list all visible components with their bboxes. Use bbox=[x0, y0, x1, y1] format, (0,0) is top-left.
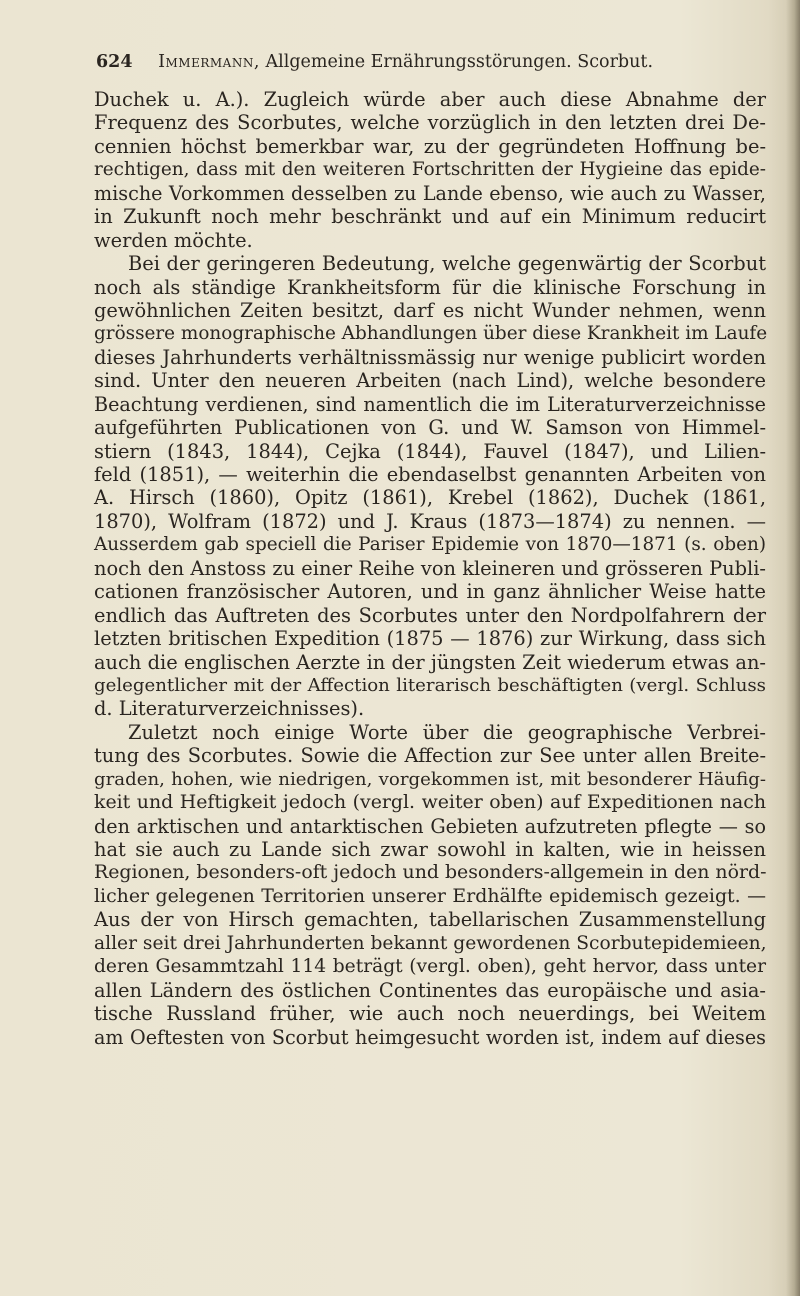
text-line: am Oeftesten von Scorbut heimgesucht worden ist, indem auf dieses bbox=[94, 1025, 766, 1049]
text-line: Duchek u. A.). Zugleich würde aber auch diese Abnahme der bbox=[94, 88, 766, 111]
text-line: sind. Unter den neueren Arbeiten (nach Lind), welche besondere bbox=[94, 369, 766, 393]
text-line: Aus der von Hirsch gemachten, tabellarischen Zusammenstellung bbox=[94, 908, 766, 932]
text-line: grössere monographische Abhandlungen über diese Krankheit im Laufe bbox=[94, 323, 768, 345]
text-line: gewöhnlichen Zeiten besitzt, darf es nicht Wunder nehmen, wenn bbox=[94, 298, 766, 322]
text-line: endlich das Auftreten des Scorbutes unter den Nordpolfahrern der bbox=[94, 603, 766, 627]
text-line: keit und Heftigkeit jedoch (vergl. weiter oben) auf Expeditionen nach bbox=[94, 791, 766, 814]
text-line: cationen französischer Autoren, und in ganz ähnlicher Weise hatte bbox=[94, 580, 766, 604]
body-text bbox=[94, 88, 766, 1049]
text-line: deren Gesammtzahl 114 beträgt (vergl. oben), geht hervor, dass unter bbox=[94, 956, 766, 978]
running-header bbox=[96, 48, 736, 76]
text-line: dieses Jahrhunderts verhältnissmässig nur wenige publicirt worden bbox=[94, 345, 766, 369]
text-line: Beachtung verdienen, sind namentlich die im Literaturverzeichnisse bbox=[94, 392, 766, 416]
text-line: hat sie auch zu Lande sich zwar sowohl in kalten, wie in heissen bbox=[94, 838, 766, 861]
text-line: Zuletzt noch einige Worte über die geographische Verbrei- bbox=[128, 720, 766, 744]
text-line: tische Russland früher, wie auch noch neuerdings, bei Weitem bbox=[94, 1002, 766, 1026]
text-line: den arktischen und antarktischen Gebieten aufzutreten pflegte — so bbox=[94, 814, 766, 838]
text-line: A. Hirsch (1860), Opitz (1861), Krebel (1862), Duchek (1861, bbox=[94, 486, 766, 510]
text-line: Regionen, besonders-oft jedoch und besonders-allgemein in den nörd- bbox=[94, 861, 767, 884]
text-line: 1870), Wolfram (1872) und J. Kraus (1873—1874) zu nennen. — bbox=[94, 509, 766, 533]
text-line: in Zukunft noch mehr beschränkt und auf ein Minimum reducirt bbox=[94, 205, 766, 229]
text-line: d. Literaturverzeichnisses). bbox=[94, 697, 365, 721]
text-line: rechtigen, dass mit den weiteren Fortschritten der Hygieine das epide- bbox=[94, 159, 766, 181]
text-line: noch den Anstoss zu einer Reihe von kleineren und grösseren Publi- bbox=[94, 556, 766, 580]
header-author: Immermann, bbox=[158, 52, 260, 72]
page-number: 624 bbox=[96, 52, 133, 72]
text-line: aller seit drei Jahrhunderten bekannt gewordenen Scorbutepidemieen, bbox=[94, 932, 767, 954]
text-line: feld (1851), — weiterhin die ebendaselbst genannten Arbeiten von bbox=[94, 463, 766, 486]
text-line: mische Vorkommen desselben zu Lande ebenso, wie auch zu Wasser, bbox=[94, 181, 766, 205]
header-title: Allgemeine Ernährungsstörungen. Scorbut. bbox=[265, 52, 654, 72]
text-line: werden möchte. bbox=[94, 228, 253, 252]
text-line: Frequenz des Scorbutes, welche vorzüglich in den letzten drei De- bbox=[94, 111, 766, 135]
text-line: graden, hohen, wie niedrigen, vorgekommen ist, mit besonderer Häufig- bbox=[94, 768, 766, 790]
text-line: letzten britischen Expedition (1875 — 1876) zur Wirkung, dass sich bbox=[94, 627, 766, 651]
text-line: aufgeführten Publicationen von G. und W. Samson von Himmel- bbox=[94, 416, 766, 440]
text-line: allen Ländern des östlichen Continentes das europäische und asia- bbox=[94, 978, 766, 1002]
page-edge-shadow bbox=[786, 0, 800, 1296]
text-line: tung des Scorbutes. Sowie die Affection zur See unter allen Breite- bbox=[94, 744, 766, 768]
text-line: licher gelegenen Territorien unserer Erdhälfte epidemisch gezeigt. — bbox=[94, 884, 766, 907]
text-line: Bei der geringeren Bedeutung, welche gegenwärtig der Scorbut bbox=[128, 252, 766, 276]
text-line: cennien höchst bemerkbar war, zu der gegründeten Hoffnung be- bbox=[94, 134, 766, 158]
text-line: noch als ständige Krankheitsform für die klinische Forschung in bbox=[94, 275, 766, 299]
text-line: auch die englischen Aerzte in der jüngsten Zeit wiederum etwas an- bbox=[94, 650, 766, 674]
text-line: gelegentlicher mit der Affection literarisch beschäftigten (vergl. Schluss bbox=[94, 674, 766, 696]
text-line: Ausserdem gab speciell die Pariser Epidemie von 1870—1871 (s. oben) bbox=[94, 534, 766, 556]
text-line: stiern (1843, 1844), Cejka (1844), Fauvel (1847), und Lilien- bbox=[94, 439, 766, 463]
